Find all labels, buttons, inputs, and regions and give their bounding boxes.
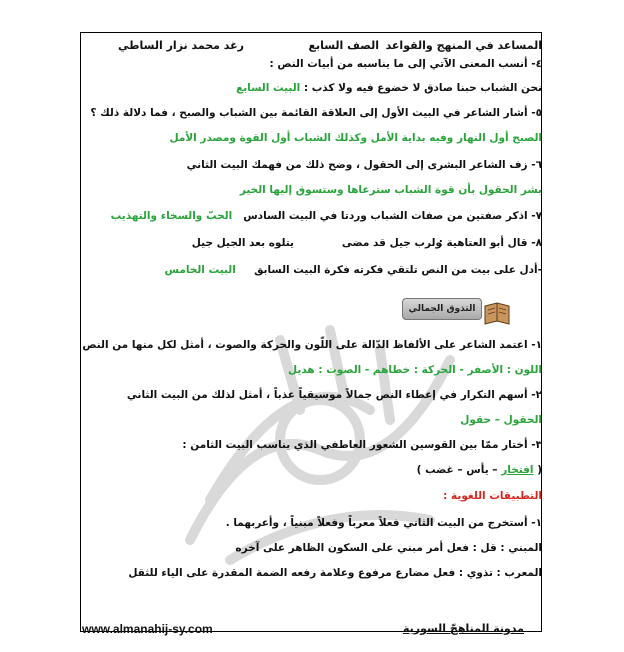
q4-statement-text: نحن الشباب حبنا صادق لا خضوع فيه ولا كذب : [303, 82, 542, 94]
q8-question: ٨- قال أبو العتاهية : [438, 237, 542, 249]
q8-verse2: يتلوه بعد الجيل جيل [191, 237, 294, 249]
book-icon [482, 298, 512, 328]
q8-answer: البيت الخامس [164, 264, 236, 276]
footer-url[interactable]: www.almanahij-sy.com [82, 622, 213, 636]
t3-options [417, 462, 542, 478]
q4-question: ٤- أنسب المعنى الآتي إلى ما يناسبه من أبيات النص : [269, 58, 542, 70]
q7-question [111, 208, 542, 224]
q6-question: ٦- زف الشاعر البشرى إلى الحقول ، وضح ذلك من فهمك البيت الثاني [186, 159, 542, 171]
aesthetic-section-banner [402, 298, 512, 332]
t2-answer: الحقول – حقول [460, 414, 542, 426]
t3-selected-option: افتخار [501, 464, 534, 476]
header-author: رغد محمد نزار الساطي [118, 39, 244, 52]
footer-blog-name: مدونة المناهجّ السورية [402, 622, 524, 635]
q8-verse1: ولرب جيل قد مضى [341, 237, 442, 249]
q7-question-text: ٧- اذكر صفتين من صفات الشباب وردتا في البيت السادس [243, 210, 542, 222]
header-title: المساعد في المنهج والقواعد [385, 39, 542, 52]
q6-answer: بشر الحقول بأن قوة الشباب سترعاها وستسوق إليها الخير [239, 184, 542, 196]
t3-other-options: – يأس – غضب ) [416, 464, 498, 476]
t1-question: ١- اعتمد الشاعر على الألفاظ الدّالة على اللّون والحركة والصوت ، أمثل لكل منها من النص [82, 339, 542, 351]
grammar-title: التطبيقات اللغوية : [443, 490, 542, 502]
t3-open-paren: ( [537, 464, 542, 476]
t3-question: ٣- أختار ممّا بين القوسين الشعور العاطفي الذي يناسب البيت الثامن : [182, 439, 542, 451]
q7-answer: الحبّ والسخاء والتهذيب [110, 210, 233, 222]
q8-sub-text: -أدل على بيت من النص تلتقي فكرته فكرة البيت السابق [254, 264, 542, 276]
q4-answer: البيت السابع [236, 82, 301, 94]
aesthetic-section-label: التذوق الجمالي [402, 298, 482, 320]
header-class: الصف السابع [308, 39, 379, 52]
q5-answer: الصبح أول النهار وفيه بداية الأمل وكذلك الشباب أول القوة ومصدر الأمل [169, 132, 542, 144]
q4-statement [236, 80, 542, 96]
grammar-q1: ١- أستخرج من البيت الثاني فعلاً معرباً وفعلاً مبنياً ، وأعربهما . [225, 517, 542, 529]
grammar-muarab: المعرب : تذوي : فعل مضارع مرفوع وعلامة رفعه الضمة المقدرة على الياء للثقل [128, 567, 542, 579]
q8-sub [165, 262, 542, 278]
q5-question: ٥- أشار الشاعر في البيت الأول إلى العلاقة القائمة بين الشباب والصبح ، فما دلالة ذلك ؟ [90, 107, 542, 119]
t2-question: ٢- أسهم التكرار في إعطاء النص جمالاً موسيقياً عذباً ، أمثل لذلك من البيت الثاني [126, 389, 542, 401]
t1-answer: اللون : الأصفر - الحركة : خطاهم - الصوت : هديل [288, 364, 542, 376]
grammar-mabni: المبني : قل : فعل أمر مبني على السكون الظاهر على آخره [235, 542, 542, 554]
